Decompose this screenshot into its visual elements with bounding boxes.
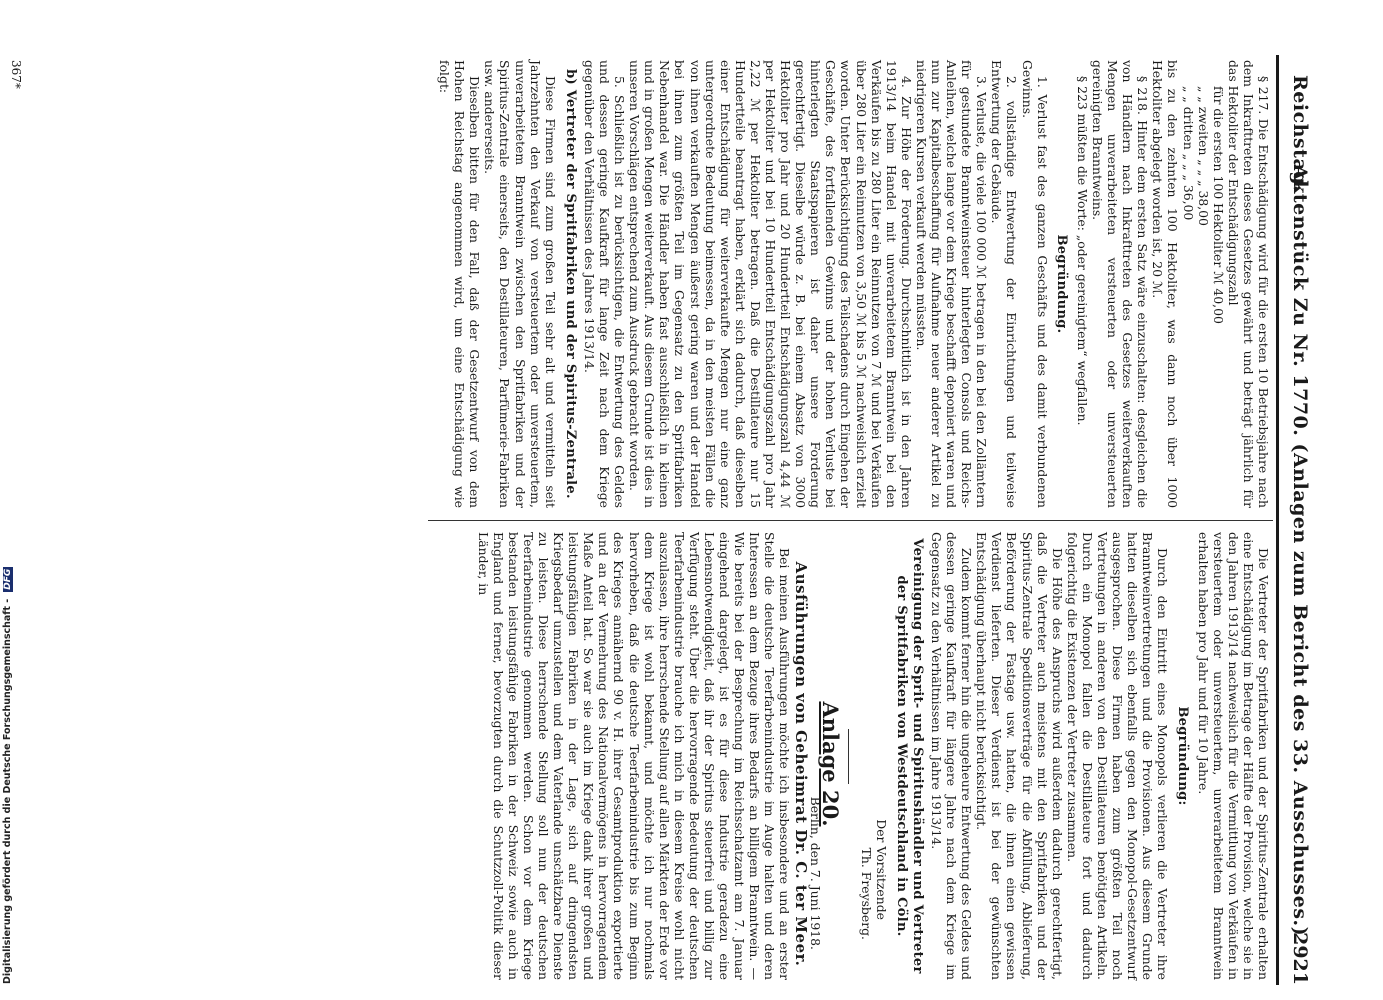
paragraph: § 218. Hinter dem ersten Satz wäre einzuschalten: desgleichen die von Händlern nach Inkrafttreten des Gesetzes weiterverkauften Mengen unverarbeiteten versteuerten oder unversteuerten gereinigten Branntweins. <box>1089 60 1151 508</box>
header-rule <box>1276 55 1279 985</box>
section-heading: Begründung: <box>1174 706 1190 806</box>
dfg-logo: DFG <box>3 568 13 590</box>
header-title: Aktenstück Zu Nr. 1770. (Anlagen zum Bericht des 33. Ausschusses.) <box>1289 165 1311 937</box>
paragraph: Durch den Eintritt eines Monopols verlieren die Vertreter ihre Branntweinvertretungen und die Provisionen. Aus diesem Grunde hatten dieselben sich ebenfalls gegen den Monopol-Gesetzentwurf ausgesprochen. Diese Firmen haben zum größten Teil noch Vertretungen in anderen von den Destillateuren benötigten Artikeln. Durch ein Monopol fallen die Destillateure fort und dadurch folgerichtig die Existenzen der Vertreter zusammen. <box>1064 532 1171 980</box>
section-heading: b) Vertreter der Spritfabriken und der Spiritus-Zentrale. <box>562 69 578 499</box>
paragraph: Dieselben bitten für den Fall, daß der Gesetzentwurf von dem Hohen Reichstag angenommen wird, um eine Entschädigung wie folgt: <box>437 60 483 508</box>
header-reichstag: Reichstag. <box>1289 75 1311 193</box>
list-item: „ „ zweiten „ „ „ 38,00 <box>1195 86 1211 226</box>
place-date: Berlin, den 7. Juni 1918. <box>807 796 823 950</box>
page-number: 2921 <box>1289 932 1311 985</box>
right-column <box>476 532 1272 980</box>
separator-rule <box>848 729 849 784</box>
list-item: „ „ dritten „ „ „ 36,00 <box>1180 86 1196 221</box>
paragraph: Die Vertreter der Spritfabriken und der Spiritus-Zentrale erhalten eine Entschädigung im Betrage der Hälfte der Provision, welche sie in den Jahren 1913/14 nachweislich für die Vermittlung von Verkäufen in versteuertem oder unversteuertem, unverarbeitetem Branntwein erhalten haben pro Jahr und für 10 Jahre. <box>1195 532 1271 980</box>
paragraph: 2. vollständige Entwertung der Einrichtungen und teilweise Entwertung der Gebäude. <box>989 60 1020 508</box>
paragraph: § 223 müßten die Worte: „oder gereinigtem“ wegfallen. <box>1074 76 1090 426</box>
annex-heading: Anlage 20. <box>817 701 843 827</box>
signature-name: Th. Freysberg. <box>858 847 874 940</box>
paragraph: 4. Zur Höhe der Forderung. Durchschnittlich ist in den Jahren 1913/14 beim Handel mit unverarbeitetem Branntwein bei den Verkäufen bis zu 280 Liter ein Reinnutzen von 7 ℳ und bei Verkäufen über 280 Liter ein Reinnutzen von 3,50 ℳ bis 5 ℳ nachweislich erzielt worden. Unter Berücksichtigung des Teilschadens durch Eingehen der Geschäfte, des fortfallenden Gewinns und der hohen Verluste bei hinterlegten Staatspapieren ist daher unsere Forderung gerechtfertigt. Dieselbe würde z. B. bei einem Absatz von 3000 Hektoliter pro Jahr und 20 Hundertteil Entschädigungszahl 4,44 ℳ per Hektoliter und bei 10 Hundertteil Entschädigungszahl pro Jahr 2,22 ℳ per Hektoliter betragen. Daß die Destillateure nur 15 Hundertteile beantragt haben, erklärt sich dadurch, daß dieselben einer Entschädigung für weiterverkaufte Mengen nur eine ganz untergeordnete Bedeutung beimessen, da in den meisten Fällen die von ihnen verkauften Mengen äußerst gering waren und der Handel bei ihnen zum größten Teil im Gegensatz zu den Spritfabriken Nebenhandel war. Die Händler haben fast ausschließlich in kleinen und in großen Mengen weiterverkauft. Aus diesem Grunde ist dies in unseren Vorschlägen entsprechend zum Ausdruck gebracht worden. <box>627 60 914 508</box>
page-header <box>1283 55 1313 985</box>
organization-name: Vereinigung der Sprit- und Spiritushändler und Vertreter der Spritfabriken von Westdeutschland in Cöln. <box>893 538 925 974</box>
paragraph: Diese Firmen sind zum großen Teil sehr alt und vermitteln seit Jahrzehnten den Verkauf von versteuertem oder unversteuertem, unverarbeitetem Branntwein zwischen den Spritfabriken und der Spiritus-Zentrale einerseits, den Destillateuren, Parfümerie-Fabriken usw. andererseits. <box>482 60 558 508</box>
paragraph: § 217. Die Entschädigung wird für die ersten 10 Betriebsjahre nach dem Inkrafttreten dieses Gesetzes gewährt und beträgt jährlich für das Hektoliter der Entschädigungszahl <box>1225 60 1271 508</box>
paragraph: Die Höhe des Anspruchs wird außerdem dadurch gerechtfertigt, daß die Vertreter auch meistens mit den Spritfabriken und der Spiritus-Zentrale Speditionsverträge für die Abfüllung, Ablieferung, Beförderung der Fastage usw. hatten, die ihnen einen gewissen Verdienst lieferten. Dieser Verdienst ist bei der gewünschten Entschädigung überhaupt nicht berücksichtigt. <box>974 532 1065 980</box>
paragraph: Bei meinen Ausführungen möchte ich insbesondere und an erster Stelle die deutsche Teerfarbenindustrie im Auge halten und deren Interessen an dem Bezuge ihres Bedarfs an billigem Branntwein. — Wie bereits bei der Besprechung im Reichsschatzamt am 7. Januar eingehend dargelegt, ist es für diese Industrie geradezu eine Lebensnotwendigkeit, daß ihr der Spiritus steuerfrei und billig zur Verfügung steht. Über die hervorragende Bedeutung der deutschen Teerfarbenindustrie brauche ich mich in diesem Kreise wohl nicht auszulassen, ihre herrschende Stellung auf allen Märkten der Erde vor dem Kriege ist wohl bekannt, und möchte ich nur nochmals hervorheben, daß die deutsche Teerfarbenindustrie bis zum Beginn des Krieges annähernd 90 v. H. ihrer Gesamtproduktion exportierte und an der Vermehrung des Nationalvermögens in hervorragendem Maße Anteil hat. So war sie auch im Kriege dank ihrer großen und leistungsfähigen Fabriken in der Lage, sich auf dringendsten Kriegsbedarf umzustellen und dem Vaterlande unschätzbare Dienste zu leisten. Diese herrschende Stellung soll nun der deutschen Teerfarbenindustrie genommen werden. Schon vor dem Kriege bestanden leistungsfähige Fabriken in der Schweiz sowie auch in England und ferner, bevorzugten durch die Schutzzoll-Politik dieser Länder, in <box>475 532 793 981</box>
paragraph: bis zu den zehnten 100 Hektoliter, was dann noch über 1000 Hektoliter abgelegt worden ist, 20 ℳ. <box>1150 60 1181 508</box>
paragraph: Zudem kommt ferner hin die ungeheure Entwertung des Geldes und dessen geringe Kaufkraft für längere Jahre nach dem Kriege im Gegensatz zu den Verhältnissen im Jahre 1913/14. <box>929 532 975 980</box>
footer-code: 367* <box>9 60 23 89</box>
left-column <box>437 60 1271 508</box>
section-heading: Begründung. <box>1053 234 1069 334</box>
credit-text: Digitalisierung gefördert durch die Deutsche Forschungsgemeinschaft - <box>2 598 13 984</box>
signature-title: Der Vorsitzende <box>873 819 889 920</box>
paragraph: 1. Verlust fast des ganzen Geschäfts und des damit verbundenen Gewinns. <box>1019 60 1050 508</box>
statement-title: Ausführungen von Geheimrat Dr. C. ter Meer. <box>791 561 810 967</box>
paragraph: 5. Schließlich ist zu berücksichtigen, die Entwertung des Geldes und dessen geringe Kaufkraft für lange Zeit nach dem Kriege gegenüber den Verhältnissen des Jahres 1913/14. <box>581 60 628 508</box>
digitization-credit <box>2 568 16 995</box>
list-item: für die ersten 100 Hektoliter ℳ 40,00 <box>1210 86 1226 324</box>
column-divider <box>428 520 1273 521</box>
paragraph: 3. Verluste, die viele 100 000 ℳ betragen in den bei den Zollämtern für gestundete Branntweinsteuer hinterlegten Consols und Reichs-Anleihen, welche lange vor dem Kriege beschafft deponiert waren und nun zur Kapitalbeschaffung für Aufnahme neuer anderer Artikel zu niedrigeren Kursen verkauft werden müssten. <box>913 60 990 508</box>
